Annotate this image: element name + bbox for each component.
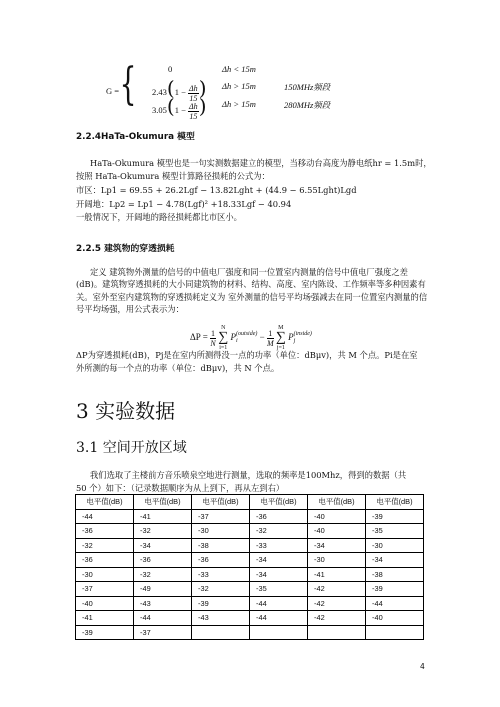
table-cell: -39 [192,596,250,611]
table-cell [308,625,366,640]
section-hata-heading: 2.2.4HaTa-Okumura 模型 [76,132,195,142]
table-header-cell: 电平值(dB) [250,495,308,510]
table-cell: -32 [76,538,134,553]
table-cell: -37 [134,625,192,640]
penetration-formula: ΔP = $\frac{1}{N}$ N ∑ i=1 P (outside) i − $\frac{1}{M}$ M ∑ j=1 P (inside) j [190,325,312,351]
hata-open-formula: 开阔地：Lp2 = Lp1 − 4.78(Lgf)² +18.33Lgf − 40.94 [76,199,292,209]
table-row [76,509,424,524]
table-header-cell: 电平值(dB) [192,495,250,510]
table-cell: -38 [192,538,250,553]
table-cell: -32 [134,567,192,582]
chapter3-intro-line2: 50 个）如下：（记录数据顺序为从上到下，再从左到右） [76,483,285,493]
table-cell: -44 [134,611,192,626]
penetration-explain-line1: ΔP为穿透损耗(dB)，Pj是在室内所测得没一点的功率（单位：dBμv)，共 M 个点。Pi是在室 [76,350,418,360]
table-cell: -36 [192,553,250,568]
table-cell: -36 [76,524,134,539]
table-cell: -37 [76,582,134,597]
table-row [76,538,424,553]
table-cell: -41 [76,611,134,626]
table-row [76,553,424,568]
formula-g-row3: 3.05(1 − $\frac{\Delta h}{15}$ ) [152,94,207,121]
penetration-explain-line2: 外所测的每一个点的功率（单位：dBμv)，共 N 个点。 [76,363,280,373]
formula-g-row3-cond: Δh > 15m [222,99,256,109]
section-3-1-heading: 3.1 空间开放区域 [76,440,187,456]
table-cell [192,625,250,640]
table-cell: -34 [250,567,308,582]
formula-g-row2-cond: Δh > 15m [222,81,256,91]
table-cell: -34 [366,553,424,568]
formula-g-row1-cond: Δh < 15m [222,64,256,74]
table-cell: -35 [250,582,308,597]
formula-g-row2: 2.43(1 − $\frac{\Delta h}{15}$ ) [152,76,207,103]
table-cell: -30 [366,538,424,553]
table-header-cell: 电平值(dB) [366,495,424,510]
table-row [76,567,424,582]
table-cell: -42 [308,611,366,626]
table-cell: -38 [366,567,424,582]
table-header-cell: 电平值(dB) [308,495,366,510]
section-penetration-para: 定义 建筑物外测量的信号的中值电厂强度和同一位置室内测量的信号中值电厂强度之差(dB)。建筑物穿透损耗的大小同建筑物的材料、结构、高度、室内陈设、工作频率等多种因素有关。室外至室内建筑物的穿透损耗定义为 室外测量的信号平均场强减去在同一位置室内测量的信号平均场强，用公式表示为： [76,267,428,315]
section-penetration-heading: 2.2.5 建筑物的穿透损耗 [76,244,175,254]
table-cell [250,625,308,640]
table-cell: -35 [366,524,424,539]
page-number: 4 [420,662,425,671]
table-cell: -42 [308,596,366,611]
table-cell: -30 [308,553,366,568]
table-cell [366,625,424,640]
chapter3-intro-line1: 我们选取了主楼前方音乐喷泉空地进行测量，选取的频率是100Mhz，得到的数据（共 [90,470,407,480]
table-cell: -44 [366,596,424,611]
table-cell: -43 [192,611,250,626]
table-cell: -30 [192,524,250,539]
table-row [76,611,424,626]
formula-g-row2-note: 150MHz频段 [284,82,331,92]
table-cell: -44 [250,596,308,611]
table-cell: -41 [134,509,192,524]
table-cell: -40 [308,524,366,539]
section-hata-para-line2: 按照 HaTa-Okumura 模型计算路径损耗的公式为： [76,171,270,181]
table-header-row [76,495,424,510]
table-cell: -34 [308,538,366,553]
table-header-cell: 电平值(dB) [134,495,192,510]
table-cell: -32 [134,524,192,539]
section-hata-para-line1: HaTa-Okumura 模型也是一句实测数据建立的模型，当移动台高度为静电纸hr = 1.5m时， [90,158,432,168]
hata-urban-formula: 市区：Lp1 = 69.55 + 26.2Lgf − 13.82Lght + (44.9 − 6.55Lght)Lgd [76,185,357,195]
table-cell: -43 [134,596,192,611]
measurement-table [75,494,424,640]
table-cell: -34 [134,538,192,553]
chapter3-heading: 3 实验数据 [76,399,176,423]
formula-g-row1-expr: 0 [168,64,173,74]
table-cell: -32 [192,582,250,597]
table-cell: -39 [76,625,134,640]
formula-g-lhs: G = [106,86,120,96]
table-cell: -40 [76,596,134,611]
table-row [76,596,424,611]
table-cell: -44 [250,611,308,626]
table-row [76,582,424,597]
table-cell: -49 [134,582,192,597]
table-cell: -39 [366,582,424,597]
table-cell: -33 [192,567,250,582]
table-cell: -42 [308,582,366,597]
table-cell: -33 [250,538,308,553]
table-cell: -30 [76,567,134,582]
table-cell: -37 [192,509,250,524]
table-header-cell: 电平值(dB) [76,495,134,510]
table-cell: -40 [366,611,424,626]
table-cell: -40 [308,509,366,524]
table-row [76,524,424,539]
table-cell: -39 [366,509,424,524]
formula-g-row3-note: 280MHz频段 [284,100,331,110]
table-cell: -34 [250,553,308,568]
table-cell: -41 [308,567,366,582]
table-cell: -36 [76,553,134,568]
table-cell: -44 [76,509,134,524]
hata-note: 一般情况下，开阔地的路径损耗都比市区小。 [76,212,242,222]
table-row [76,625,424,640]
table-cell: -36 [250,509,308,524]
table-cell: -32 [250,524,308,539]
table-cell: -36 [134,553,192,568]
left-brace: { [119,59,137,110]
